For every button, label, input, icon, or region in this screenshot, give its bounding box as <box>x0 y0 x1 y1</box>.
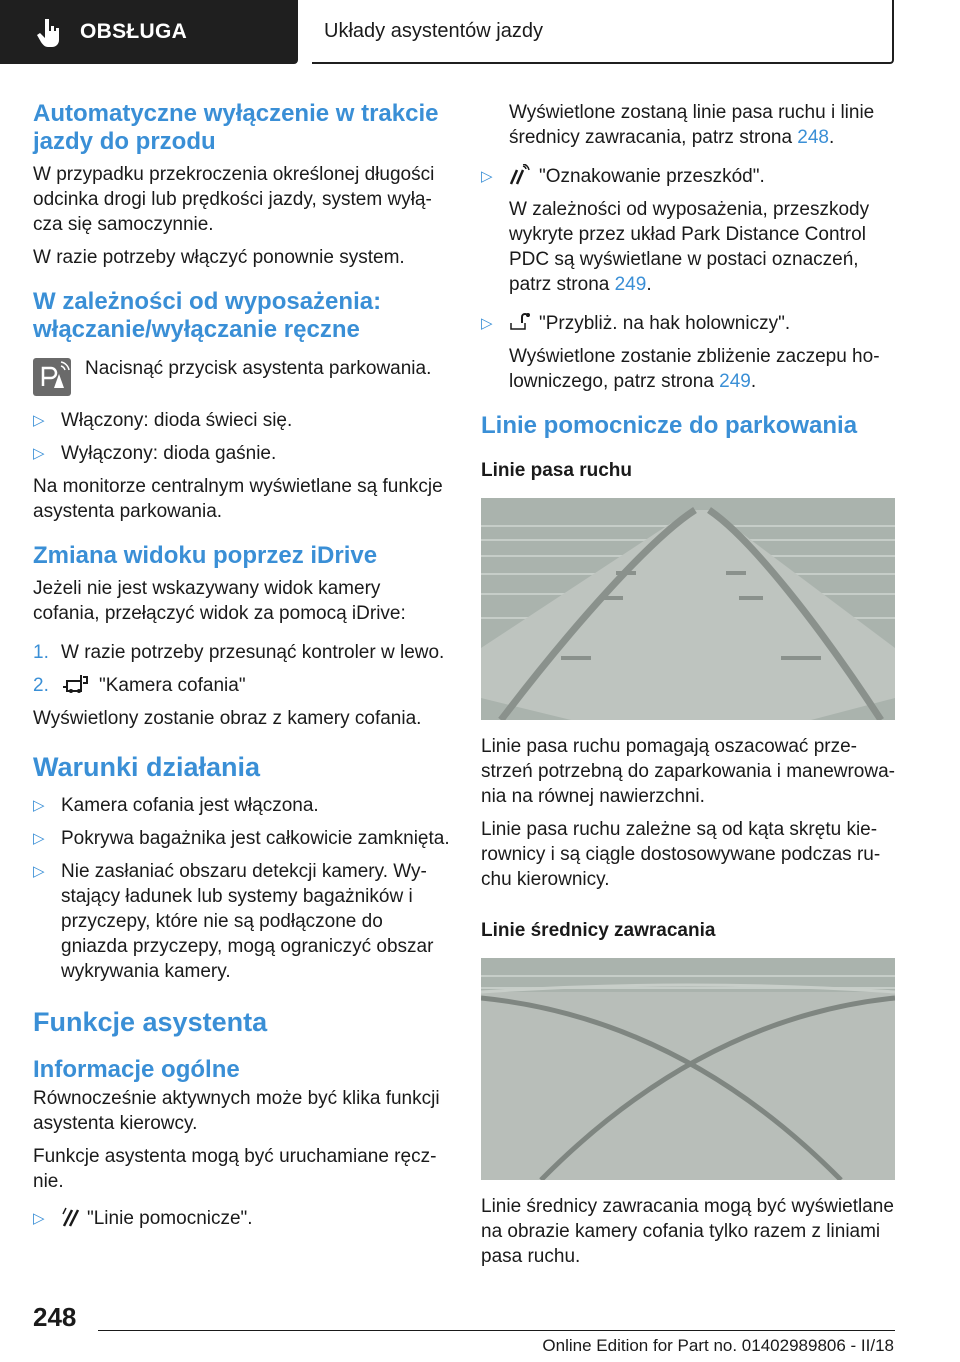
tow-hitch-icon <box>509 311 531 333</box>
page-header <box>0 0 960 66</box>
paragraph: Linie pasa ruchu zależne są od kąta skrętu kie- rownicy i są ciągle dostosowywane podczas ru- chu kierownicy. <box>481 819 881 890</box>
obstacle-marking-icon <box>509 164 531 186</box>
list-item: ▷ "Oznakowanie przeszkód". <box>481 166 765 187</box>
chapter-tab-label: Układy asystentów jazdy <box>324 19 543 42</box>
paragraph: Wyświetlone zostanie zbliżenie zaczepu ho- lowniczego, patrz strona 249. <box>509 346 880 392</box>
paragraph: Nacisnąć przycisk asystenta parkowania. <box>85 358 432 379</box>
paragraph: Jeżeli nie jest wskazywany widok kamery cofania, przełączyć widok za pomocą iDrive: <box>33 578 406 624</box>
bullet-triangle-icon: ▷ <box>481 315 493 332</box>
subheading-turning-lines: Linie średnicy zawracania <box>481 920 716 941</box>
hand-icon <box>36 17 62 47</box>
footer-divider <box>98 1330 895 1331</box>
section-tab <box>0 0 298 64</box>
heading-auto-off: Automatyczne wyłączenie w trakcie jazdy do przodu <box>33 100 439 155</box>
edition-label: Online Edition for Part no. 01402989806 - II/18 <box>542 1336 894 1355</box>
page-number: 248 <box>33 1302 77 1332</box>
list-item: ▷ Pokrywa bagażnika jest całkowicie zamknięta. <box>33 828 450 849</box>
right-column <box>481 100 895 1277</box>
list-item: ▷ Kamera cofania jest włączona. <box>33 795 319 816</box>
paragraph: Linie średnicy zawracania mogą być wyświetlane na obrazie kamery cofania tylko razem z liniami pasa ruchu. <box>481 1196 894 1267</box>
list-item: 2. "Kamera cofania" <box>33 675 246 696</box>
left-column <box>33 100 451 1239</box>
section-tab-label: OBSŁUGA <box>80 20 188 43</box>
list-item: 1. W razie potrzeby przesunąć kontroler w lewo. <box>33 642 445 663</box>
paragraph: W zależności od wyposażenia, przeszkody wykryte przez układ Park Distance Control PDC są wyświetlane w postaci oznaczeń, patrz strona 249. <box>509 199 870 295</box>
heading-conditions: Warunki działania <box>33 752 261 782</box>
heading-idrive: Zmiana widoku poprzez iDrive <box>33 542 378 569</box>
paragraph: Funkcje asystenta mogą być uruchamiane ręcz- nie. <box>33 1146 437 1192</box>
chapter-tab <box>312 0 894 64</box>
list-item: ▷ Włączony: dioda świeci się. <box>33 410 293 431</box>
lane-lines-figure <box>481 498 895 720</box>
turning-lines-figure <box>481 958 895 1180</box>
bullet-triangle-icon: ▷ <box>33 445 45 462</box>
page-link-249[interactable]: 249 <box>719 371 751 392</box>
bullet-triangle-icon: ▷ <box>33 830 45 847</box>
list-item: ▷ Nie zasłaniać obszaru detekcji kamery. Wy- stający ładunek lub systemy bagażników i przyczepy, które nie są podłączone do gniazda przyczepy, mogą ograniczyć obszar wykrywania kamery. <box>33 861 434 982</box>
heading-general-info: Informacje ogólne <box>33 1056 240 1083</box>
bullet-triangle-icon: ▷ <box>33 412 45 429</box>
park-assist-button-icon <box>33 358 71 396</box>
paragraph: W przypadku przekroczenia określonej długości odcinka drogi lub prędkości jazdy, system wyłą- cza się samoczynnie. <box>33 164 435 235</box>
bullet-triangle-icon: ▷ <box>33 1210 45 1227</box>
paragraph: W razie potrzeby włączyć ponownie system. <box>33 247 405 268</box>
subheading-lane-lines: Linie pasa ruchu <box>481 460 632 481</box>
paragraph: Wyświetlony zostanie obraz z kamery cofania. <box>33 708 422 729</box>
bullet-triangle-icon: ▷ <box>33 863 45 880</box>
paragraph: Wyświetlone zostaną linie pasa ruchu i linie średnicy zawracania, patrz strona 248. <box>509 102 875 148</box>
rear-camera-icon <box>61 673 89 695</box>
paragraph: Równocześnie aktywnych może być klika funkcji asystenta kierowcy. <box>33 1088 440 1134</box>
heading-assistant-functions: Funkcje asystenta <box>33 1007 268 1037</box>
page-link-249[interactable]: 249 <box>614 274 647 295</box>
list-item: ▷ Wyłączony: dioda gaśnie. <box>33 443 277 464</box>
bullet-triangle-icon: ▷ <box>33 797 45 814</box>
list-item: ▷ "Przybliż. na hak holowniczy". <box>481 313 791 334</box>
page-link-248[interactable]: 248 <box>797 127 829 148</box>
list-item: ▷ "Linie pomocnicze". <box>33 1208 253 1229</box>
park-button-row <box>33 356 451 396</box>
paragraph: Linie pasa ruchu pomagają oszacować prze- strzeń potrzebną do zaparkowania i manewrowa- nia na równej nawierzchni. <box>481 736 895 807</box>
paragraph: Na monitorze centralnym wyświetlane są funkcje asystenta parkowania. <box>33 476 443 522</box>
guide-lines-icon <box>61 1206 81 1228</box>
bullet-triangle-icon: ▷ <box>481 168 493 185</box>
heading-parking-lines: Linie pomocnicze do parkowania <box>481 412 858 439</box>
heading-manual-toggle: W zależności od wyposażenia: włączanie/wyłączanie ręczne <box>33 288 382 343</box>
